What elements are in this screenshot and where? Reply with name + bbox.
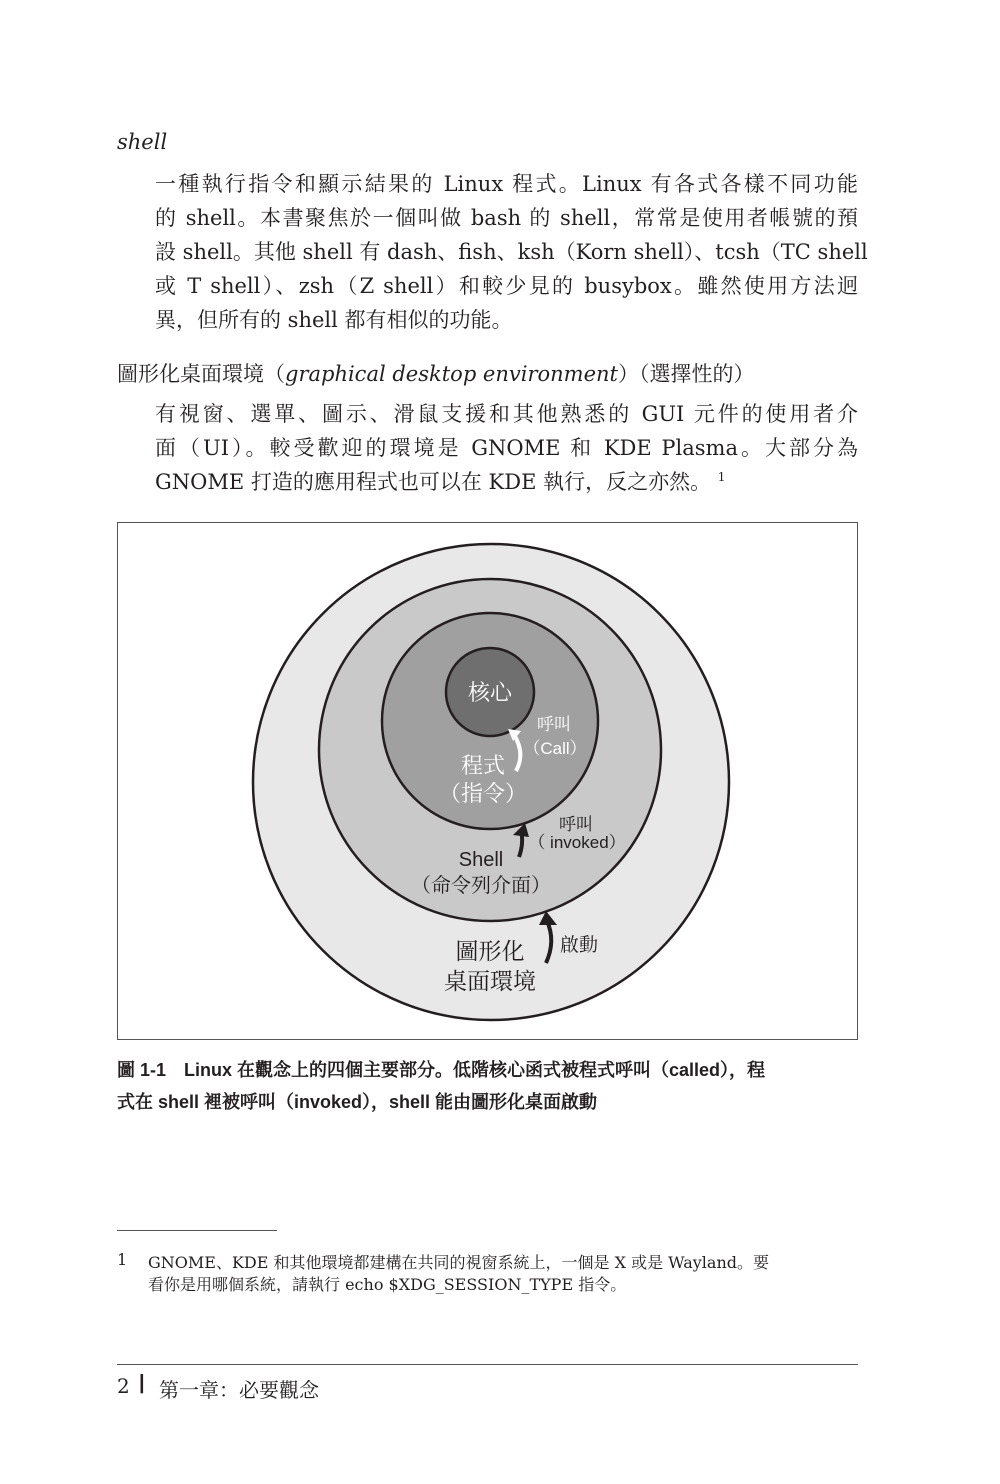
invoked-label-en: （ invoked） <box>528 833 626 852</box>
paragraph-line <box>155 466 858 496</box>
figure-caption-line: 式在 shell 裡被呼叫（invoked），shell 能由圖形化桌面啟動 <box>117 1092 598 1112</box>
paragraph-line: 設 shell。其他 shell 有 dash、fish、ksh（Korn shell）、tcsh（TC shell <box>155 240 868 264</box>
shell-sublabel: （命令列介面） <box>411 875 551 897</box>
kernel-label: 核心 <box>467 680 513 705</box>
program-label: 程式 <box>460 753 506 778</box>
term-desktop-title <box>117 358 754 388</box>
footnote-line: GNOME、KDE 和其他環境都建構在共同的視窗系統上，一個是 X 或是 Wayland。要 <box>148 1253 769 1272</box>
footnote-ref: 1 <box>717 470 726 484</box>
paragraph-line: 一種執行指令和顯示結果的 Linux 程式。Linux 有各式各樣不同功能 <box>155 172 858 196</box>
paragraph-line: 異，但所有的 shell 都有相似的功能。 <box>155 308 513 332</box>
footer-separator: | <box>139 1372 145 1394</box>
chapter-title: 第一章：必要觀念 <box>159 1378 319 1402</box>
paragraph-line: 的 shell。本書聚焦於一個叫做 bash 的 shell，常常是使用者帳號的預 <box>155 206 858 230</box>
footer-divider <box>117 1364 858 1365</box>
figure-box <box>117 522 858 1040</box>
call-label: 呼叫 <box>537 715 571 734</box>
figure-caption-line: 圖 1-1 Linux 在觀念上的四個主要部分。低階核心函式被程式呼叫（called），程 <box>117 1060 766 1080</box>
title-prefix: 圖形化桌面環境（ <box>117 362 285 386</box>
footnote-divider <box>117 1230 277 1231</box>
launch-label: 啟動 <box>559 935 599 956</box>
footnote-line: 看你是用哪個系統，請執行 echo $XDG_SESSION_TYPE 指令。 <box>148 1275 627 1294</box>
desktop-sublabel: 桌面環境 <box>444 968 536 994</box>
linux-layers-diagram <box>118 523 857 1039</box>
program-sublabel: （指令） <box>438 781 528 806</box>
call-label-en: （Call） <box>523 739 587 758</box>
footnote-number: 1 <box>117 1250 128 1269</box>
line-text: GNOME 打造的應用程式也可以在 KDE 執行，反之亦然。 <box>155 470 712 494</box>
term-shell-title: shell <box>117 130 168 154</box>
title-suffix: ）（選擇性的） <box>617 362 755 386</box>
paragraph-line: 有視窗、選單、圖示、滑鼠支援和其他熟悉的 GUI 元件的使用者介 <box>155 402 858 426</box>
paragraph-line: 或 T shell）、zsh（Z shell）和較少見的 busybox。雖然使用方法迥 <box>155 274 858 298</box>
paragraph-line: 面（UI）。較受歡迎的環境是 GNOME 和 KDE Plasma。大部分為 <box>155 436 858 460</box>
shell-label: Shell <box>458 849 504 871</box>
invoked-label: 呼叫 <box>559 815 593 834</box>
page-number: 2 <box>117 1374 130 1398</box>
desktop-label: 圖形化 <box>455 938 525 964</box>
title-italic: graphical desktop environment <box>285 362 618 386</box>
